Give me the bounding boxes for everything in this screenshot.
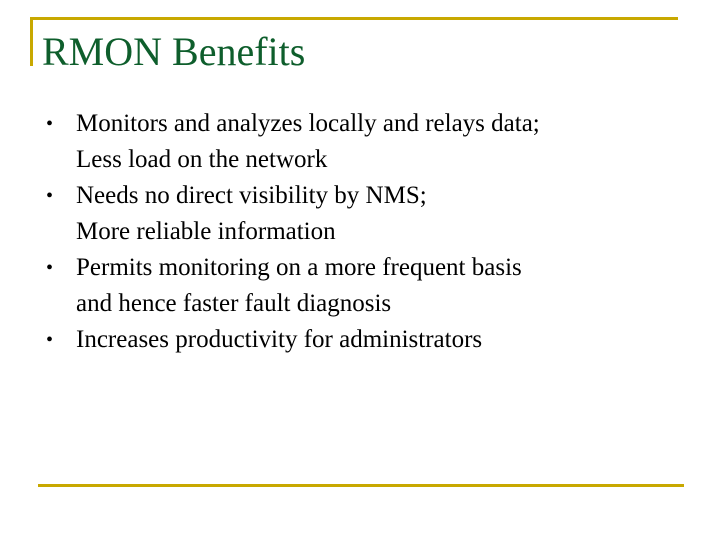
bullet-text-line: Needs no direct visibility by NMS;	[76, 182, 427, 209]
bullet-text-line: Less load on the network	[76, 146, 328, 173]
bullet-item	[46, 106, 696, 178]
bullet-icon: •	[46, 329, 54, 351]
bullet-text-line: Increases productivity for administrators	[76, 326, 483, 353]
bullet-icon: •	[46, 257, 54, 279]
side-accent-rule	[30, 17, 33, 66]
bullet-text-line: More reliable information	[76, 218, 336, 245]
bullet-item	[46, 178, 696, 250]
top-accent-rule	[30, 17, 678, 20]
bullet-icon: •	[46, 113, 54, 135]
slide-title: RMON Benefits	[42, 29, 306, 74]
bullet-text-line: Permits monitoring on a more frequent basis	[76, 254, 522, 281]
bullet-icon: •	[46, 185, 54, 207]
bullet-text-line: and hence faster fault diagnosis	[76, 290, 392, 317]
bottom-accent-rule	[38, 484, 684, 487]
bullet-item	[46, 322, 696, 358]
bullet-text-line: Monitors and analyzes locally and relays data;	[76, 110, 540, 137]
bullet-list	[46, 106, 696, 358]
bullet-item	[46, 250, 696, 322]
